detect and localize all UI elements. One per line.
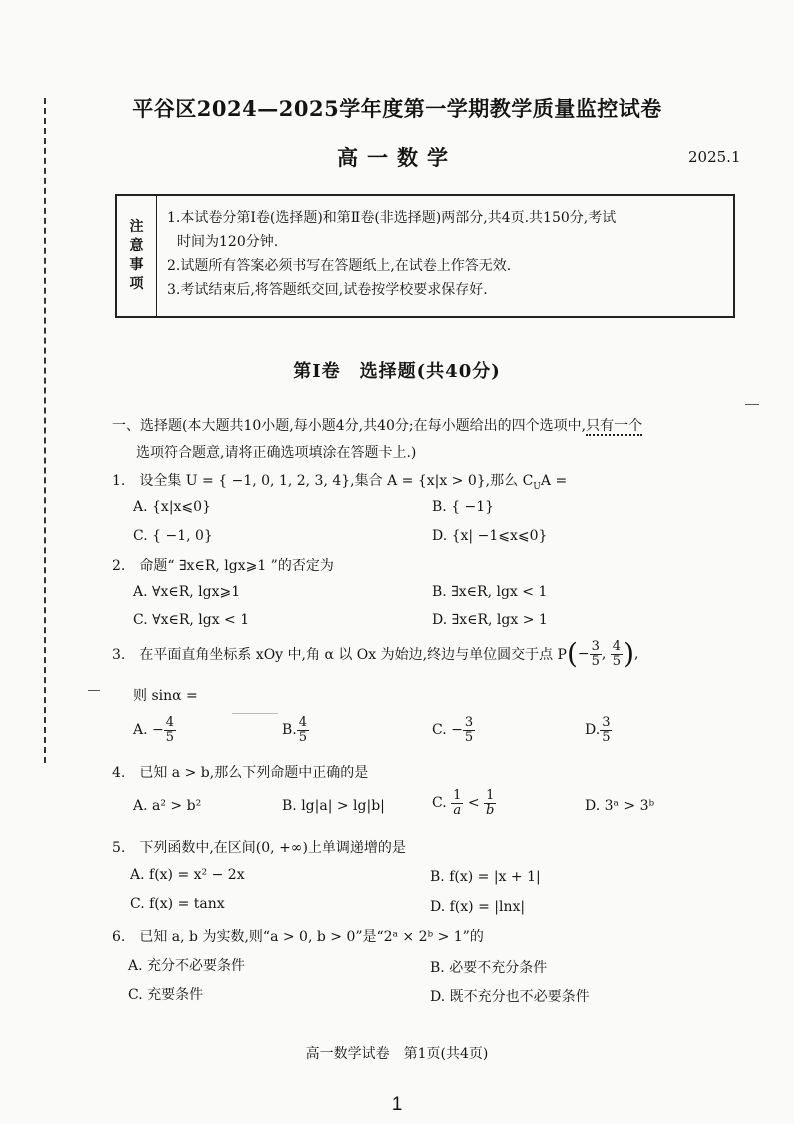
question-3-option-d xyxy=(585,716,612,744)
question-3-text: 3. 在平面直角坐标系 xOy 中,角 α 以 Ox 为始边,终边与单位圆交于点 P xyxy=(112,647,567,664)
fraction-num: 3 xyxy=(464,715,474,730)
question-6-option-b: B. 必要不充分条件 xyxy=(430,960,548,976)
question-6-option-a: A. 充分不必要条件 xyxy=(128,958,246,974)
question-3-option-b xyxy=(282,716,309,744)
question-1-text-end: A = xyxy=(540,473,568,489)
question-2-option-d: D. ∃x∈R, lgx > 1 xyxy=(432,612,548,628)
question-2-option-c: C. ∀x∈R, lgx < 1 xyxy=(133,612,250,628)
question-1-option-c: C. { −1, 0} xyxy=(133,528,213,544)
question-2-option-a: A. ∀x∈R, lgx⩾1 xyxy=(133,584,241,600)
option-label: C. xyxy=(432,795,447,812)
less-than: < xyxy=(467,795,480,812)
fraction-num: 1 xyxy=(453,788,462,803)
fraction xyxy=(600,716,612,744)
paren-open: ( xyxy=(566,637,578,671)
fraction-den: 5 xyxy=(464,729,474,745)
comma: , xyxy=(634,646,639,663)
question-5-option-c: C. f(x) = tanx xyxy=(130,896,225,912)
question-4-option-c xyxy=(432,789,496,817)
question-2-stem: 2. 命题“ ∃x∈R, lgx⩾1 ”的否定为 xyxy=(112,558,334,574)
question-4-option-d: D. 3ᵃ > 3ᵇ xyxy=(585,798,655,814)
scan-mark xyxy=(88,690,100,691)
question-6-option-d: D. 既不充分也不必要条件 xyxy=(430,989,590,1005)
fraction xyxy=(297,716,309,744)
exam-subject: 高一数学 xyxy=(337,145,457,170)
notice-box xyxy=(115,194,735,318)
question-4-stem: 4. 已知 a > b,那么下列命题中正确的是 xyxy=(112,765,369,781)
point-x-num: 3 xyxy=(591,639,600,654)
question-5-option-a: A. f(x) = x² − 2x xyxy=(130,867,245,883)
fraction xyxy=(451,789,463,817)
minus-sign: − xyxy=(577,646,590,663)
fraction-num: 3 xyxy=(602,715,611,730)
scan-mark xyxy=(745,404,759,405)
question-6-stem: 6. 已知 a, b 为实数,则“a > 0, b > 0”是“2ᵃ × 2ᵇ > 1”的 xyxy=(112,929,484,945)
fraction xyxy=(164,716,176,744)
point-y-fraction xyxy=(611,640,623,668)
point-x-den: 5 xyxy=(591,653,600,669)
instructions-line: 选项符合题意,请将正确选项填涂在答题卡上.) xyxy=(136,445,417,461)
point-y-den: 5 xyxy=(612,653,622,669)
section-instructions xyxy=(112,413,752,467)
fraction-num: 4 xyxy=(165,715,175,730)
notice-item: 2.试题所有答案必须书写在答题纸上,在试卷上作答无效. xyxy=(167,258,512,274)
question-1-stem xyxy=(112,470,567,492)
question-3-stem-2: 则 sinα = xyxy=(133,688,198,704)
page-number: 1 xyxy=(391,1094,403,1115)
fraction xyxy=(463,716,475,744)
exam-title: 平谷区2024—2025学年度第一学期教学质量监控试卷 xyxy=(132,96,662,121)
notice-head xyxy=(117,196,157,316)
question-5-option-b: B. f(x) = |x + 1| xyxy=(430,869,541,885)
fraction-den: 5 xyxy=(298,729,308,745)
question-3-option-a xyxy=(133,716,176,744)
question-3-option-c xyxy=(432,716,475,744)
instructions-line xyxy=(112,413,752,440)
fraction-num: 4 xyxy=(298,715,308,730)
fraction-den: a xyxy=(453,802,462,818)
comma: , xyxy=(601,646,611,663)
fraction xyxy=(484,789,496,817)
point-x-fraction xyxy=(590,640,602,668)
question-1-text: 1. 设全集 U = { −1, 0, 1, 2, 3, 4},集合 A = {x|x > 0},那么 C xyxy=(112,473,534,489)
option-label: C. − xyxy=(432,722,463,739)
notice-head-label: 注意事项 xyxy=(129,219,144,292)
fraction-den: b xyxy=(486,802,495,818)
instructions-emphasis: 只有一个 xyxy=(586,418,643,434)
question-1-option-b: B. { −1} xyxy=(432,499,495,515)
binding-line xyxy=(44,98,46,763)
question-2-option-b: B. ∃x∈R, lgx < 1 xyxy=(432,584,548,600)
question-5-option-d: D. f(x) = |lnx| xyxy=(430,899,526,915)
option-label: D. xyxy=(585,722,601,739)
notice-item: 3.考试结束后,将答题纸交回,试卷按学校要求保存好. xyxy=(167,282,488,298)
exam-date: 2025.1 xyxy=(688,148,741,166)
paren-close: ) xyxy=(623,637,635,671)
question-4-option-a: A. a² > b² xyxy=(133,798,202,814)
question-4-option-b: B. lg|a| > lg|b| xyxy=(282,798,385,814)
page-footer: 高一数学试卷 第1页(共4页) xyxy=(305,1046,489,1062)
notice-body xyxy=(167,206,727,302)
scan-mark xyxy=(232,713,278,714)
notice-item: 时间为120分钟. xyxy=(177,234,279,250)
question-5-stem: 5. 下列函数中,在区间(0, +∞)上单调递增的是 xyxy=(112,840,406,856)
fraction-den: 5 xyxy=(165,729,175,745)
question-6-option-c: C. 充要条件 xyxy=(128,987,204,1003)
question-1-option-d: D. {x| −1⩽x⩽0} xyxy=(432,528,548,544)
section-title: 第Ⅰ卷 选择题(共40分) xyxy=(293,361,501,382)
fraction-den: 5 xyxy=(602,729,611,745)
point-y-num: 4 xyxy=(612,639,622,654)
question-1-option-a: A. {x|x⩽0} xyxy=(133,499,211,515)
instructions-text: 一、选择题(本大题共10小题,每小题4分,共40分;在每小题给出的四个选项中, xyxy=(112,418,587,434)
fraction-num: 1 xyxy=(486,788,495,803)
notice-item: 1.本试卷分第Ⅰ卷(选择题)和第Ⅱ卷(非选择题)两部分,共4页.共150分,考试 xyxy=(167,210,617,226)
complement-subscript: U xyxy=(533,481,541,492)
option-label: A. − xyxy=(133,722,164,739)
question-3-stem xyxy=(112,637,639,671)
option-label: B. xyxy=(282,722,297,739)
